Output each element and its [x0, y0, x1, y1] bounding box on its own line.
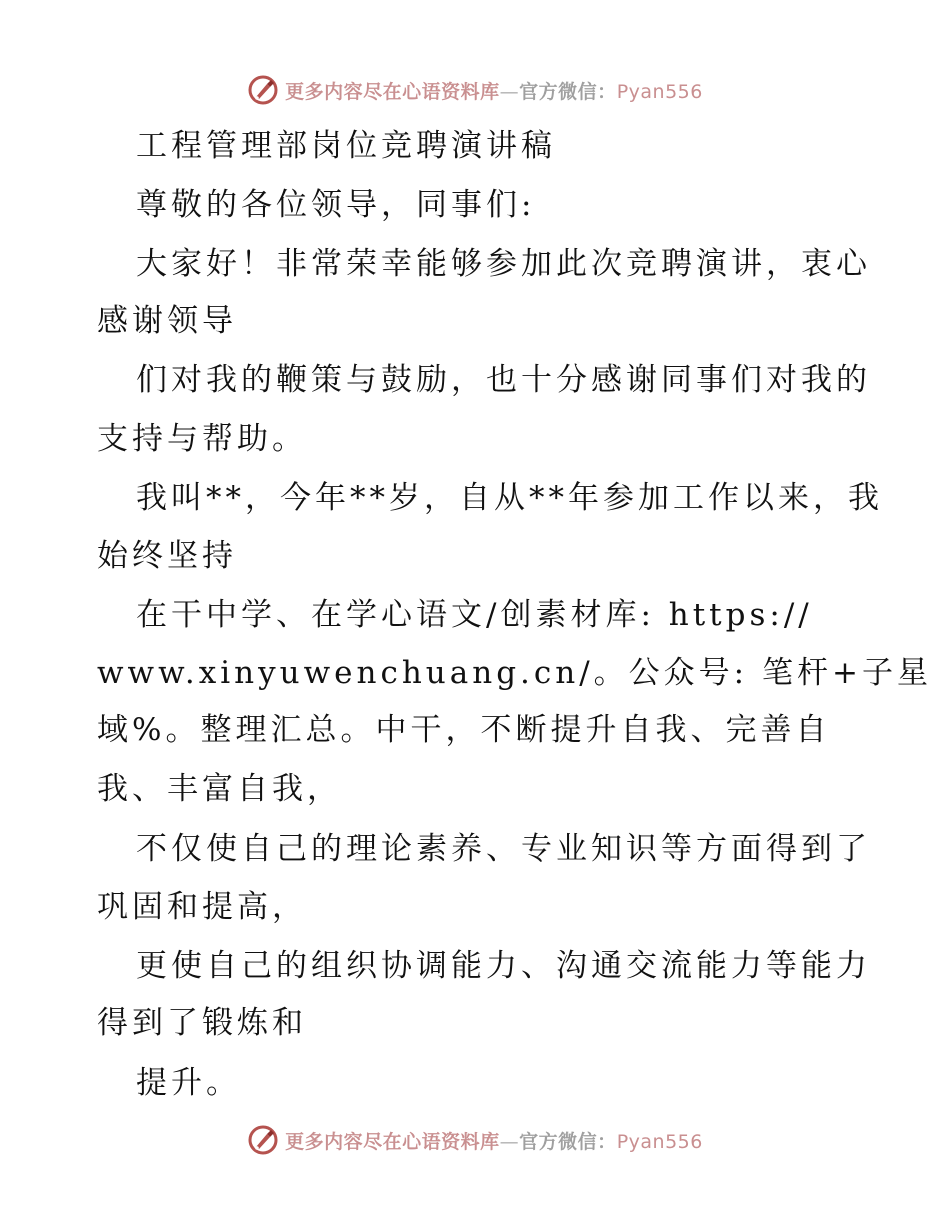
watermark-text	[285, 1127, 703, 1154]
paragraph-line: 不仅使自己的理论素养、专业知识等方面得到了	[136, 831, 871, 867]
document-title: 工程管理部岗位竞聘演讲稿	[136, 128, 556, 164]
watermark-dash: —	[499, 80, 520, 103]
paragraph-line: www.xinyuwenchuang.cn/。公众号: 笔杆+子星	[97, 655, 932, 691]
watermark-main-text: 更多内容尽在心语资料库	[285, 80, 500, 103]
paragraph-line: 我、丰富自我，	[97, 771, 342, 807]
watermark-wechat-id: Pyan556	[616, 80, 703, 103]
watermark-banner-top	[0, 70, 950, 110]
paragraph-line: 更使自己的组织协调能力、沟通交流能力等能力	[136, 948, 871, 984]
paragraph-line: 我叫**，今年**岁，自从**年参加工作以来，我	[136, 480, 883, 516]
pen-circle-icon	[247, 1124, 279, 1156]
paragraph-line: 始终坚持	[97, 538, 237, 574]
paragraph-line: 支持与帮助。	[97, 421, 307, 457]
watermark-wechat-label: 官方微信：	[519, 80, 617, 103]
paragraph-line: 们对我的鞭策与鼓励，也十分感谢同事们对我的	[136, 362, 871, 398]
watermark-main-text: 更多内容尽在心语资料库	[285, 1130, 500, 1153]
watermark-wechat-label: 官方微信：	[519, 1130, 617, 1153]
pen-circle-icon	[247, 74, 279, 106]
paragraph-line: 得到了锻炼和	[97, 1005, 307, 1041]
paragraph-line: 大家好！非常荣幸能够参加此次竞聘演讲，衷心	[136, 246, 871, 282]
paragraph-line: 域%。整理汇总。中干，不断提升自我、完善自	[97, 712, 831, 748]
paragraph-line: 巩固和提高，	[97, 889, 307, 925]
watermark-dash: —	[499, 1130, 520, 1153]
paragraph-line: 在干中学、在学心语文/创素材库: https://	[136, 597, 813, 633]
paragraph-line: 提升。	[136, 1065, 241, 1101]
salutation-line: 尊敬的各位领导，同事们:	[136, 187, 536, 223]
watermark-text	[285, 77, 703, 104]
watermark-wechat-id: Pyan556	[616, 1130, 703, 1153]
paragraph-line: 感谢领导	[97, 303, 237, 339]
watermark-banner-bottom	[0, 1120, 950, 1160]
